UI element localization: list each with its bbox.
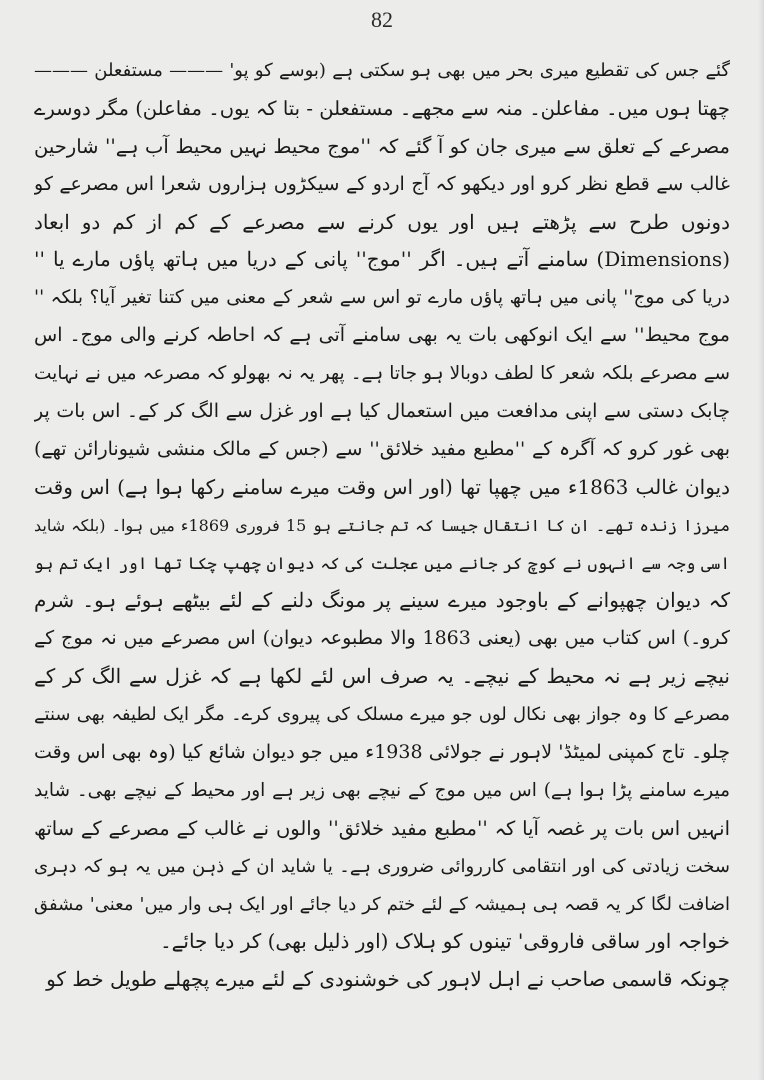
text-line: سخت زیادتی کی اور انتقامی کارروائی ضروری ہے۔ یا شاید ان کے ذہن میں یہ ہو کہ دہری [34,855,730,877]
page-number: 82 [371,7,393,32]
page-edge-shadow [758,0,764,1080]
text-line: میرے سامنے پڑا ہوا ہے) اس میں موج کے نیچے بھی زیر ہے اور محیط کے نیچے بھی۔ شاید [34,779,730,801]
text-line: چونکہ قاسمی صاحب نے اہل لاہور کی خوشنودی کے لئے میرے پچھلے طویل خط کو [46,967,730,992]
text-line: چلو۔ تاج کمپنی لمیٹڈ' لاہور نے جولائی 1938ء میں جو دیوان شائع کیا (وہ بھی اس وقت [34,741,730,764]
text-line: سے مصرعے بلکہ شعر کا لطف دوبالا ہو جاتا ہے۔ پھر یہ نہ بھولو کہ مصرعہ میں نے نہایت [34,363,730,385]
text-line: غالب سے قطع نظر کرو اور دیکھو کہ آج اردو کے سیکڑوں ہزاروں شعرا اس مصرعے کو [34,172,730,195]
body-text [34,52,730,999]
text-line: (Dimensions) سامنے آتے ہیں۔ اگر ''موج'' پانی کے دریا میں ہاتھ پاؤں مارے یا '' [34,247,730,272]
text-line: چابک دستی سے اپنی مدافعت میں استعمال کیا ہے اور غزل سے الگ کر کے۔ اس بات پر [34,400,730,423]
text-line: دریا کی موج'' پانی میں ہاتھ پاؤں مارے تو اس سے شعر کے معنی میں کتنا تغیر آیا؟ بلکہ '' [34,287,730,309]
text-line: مصرعے کے تعلق سے میری جان کو آ گئے کہ ''موج محیط نہیں محیط آب ہے'' شارحین [34,134,730,158]
text-line: موج محیط'' سے ایک انوکھی بات یہ بھی سامنے آتی ہے کہ احاطہ کرنے والی موج۔ اس [34,324,730,347]
text-line: چھتا ہوں میں۔ مفاعلن۔ منہ سے مجھے۔ مستفعلن - بتا کہ یوں۔ مفاعلن) مگر دوسرے [34,96,730,120]
text-line: اضافت لگا کر یہ قصہ ہی ہمیشہ کے لئے ختم کر دیا جائے اور ایک ہی وار میں' معنی' مشفق [34,893,730,915]
text-line: گئے جس کی تقطیع میری بحر میں بھی ہو سکتی ہے (بوسے کو پو' ——— مستفعلن ——— [34,60,730,81]
text-line: مصرعے کا وہ جواز بھی نکال لوں جو میرے مسلک کی پیروی کرے۔ مگر ایک لطیفہ بھی سنتے [34,704,730,726]
text-line: انہیں اس بات پر غصہ آیا کہ ''مطبع مفید خلائق'' والوں نے غالب کے مصرعے کے ساتھ [34,816,730,840]
text-line: خواجہ اور ساقی فاروقی' تینوں کو ہلاک (اور ذلیل بھی) کر دیا جائے۔ [159,929,730,954]
text-line: دیوان غالب 1863ء میں چھپا تھا (اور اس وقت میرے سامنے رکھا ہوا ہے) اس وقت [34,474,730,499]
text-line: اسی وجہ سے انہوں نے کوچ کر جانے میں عجلت کی کہ دیوان چھپ چکا تھا اور ایک تم ہو [34,553,730,573]
text-line: دونوں طرح سے پڑھتے ہیں اور یوں کرنے سے مصرعے کے کم از کم دو ابعاد [34,209,730,234]
text-line: بھی غور کرو کہ آگرہ کے ''مطبع مفید خلائق'' سے (جس کے مالک منشی شیونارائن تھے) [34,437,730,460]
text-line: کرو۔) اس کتاب میں بھی (یعنی 1863 والا مطبوعہ دیوان) اس مصرعے میں نہ موج کے [34,627,730,650]
text-line: کہ دیوان چھپوانے کے باوجود میرے سینے پر مونگ دلنے کے لئے بیٹھے ہوئے ہو۔ شرم [34,588,730,613]
text-line: نیچے زیر ہے نہ محیط کے نیچے۔ یہ صرف اس لئے لکھا ہے کہ غزل سے الگ کر کے [34,664,730,689]
text-line: میرزا زندہ تھے۔ ان کا انتقال جیسا کہ تم جانتے ہو 15 فروری 1869ء میں ہوا۔ (بلکہ شاید [34,515,730,535]
